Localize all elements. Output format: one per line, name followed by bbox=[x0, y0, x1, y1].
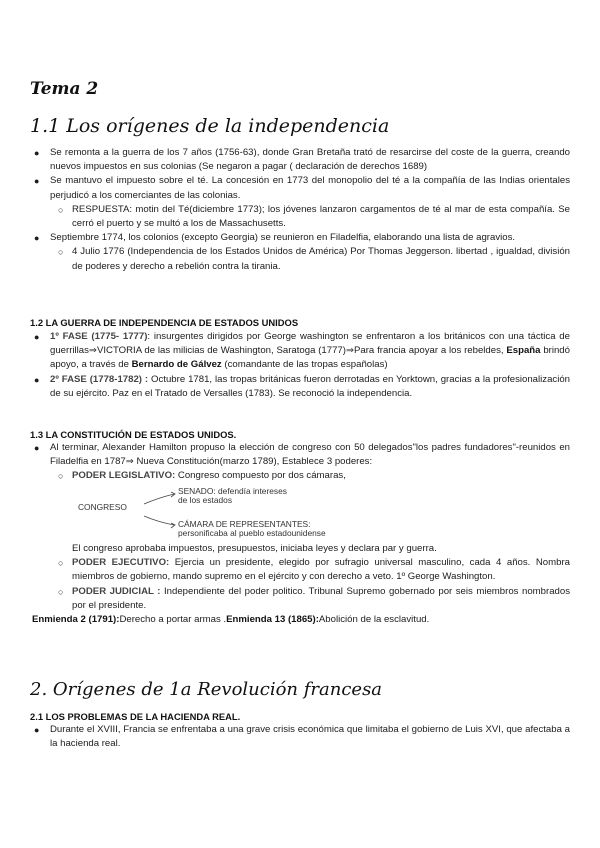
bullet-icon: ● bbox=[34, 233, 40, 244]
section-4-list bbox=[30, 723, 570, 751]
section-3-heading: 1.3 LA CONSTITUCIÓN DE ESTADOS UNIDOS. bbox=[30, 429, 237, 440]
arrow-senado bbox=[144, 494, 174, 504]
sub-list-item: ○ PODER EJECUTIVO: Ejercia un presidente, elegido por sufragio universal masculino, cada 4 años. Nombra miembros de gobierno, mando supremo en el ejército y con derecho a veto. 1º George Washington. bbox=[58, 557, 570, 583]
congress-diagram bbox=[70, 484, 390, 540]
enmiendas-line: Enmienda 2 (1791):Derecho a portar armas .Enmienda 13 (1865):Abolición de la esclavitud. bbox=[32, 614, 430, 626]
diagram-senado-line-1: SENADO: defendía intereses bbox=[178, 486, 287, 496]
list-item: ● Durante el XVIII, Francia se enfrentaba a una grave crisis económica que limitaba el gobierno de Luis XVI, que afectaba a la hacienda real. bbox=[34, 724, 570, 750]
list-item: ● Al terminar, Alexander Hamilton propuso la elección de congreso con 50 delegados"los padres fundadores"-reunidos en Filadelfia en 1787⇒ Nueva Constitución(marzo 1789), Establece 3 poderes: bbox=[34, 442, 570, 468]
bullet-icon: ● bbox=[34, 725, 40, 735]
diagram-camara-line-2: personificaba al pueblo estadounidense bbox=[178, 528, 326, 538]
list-item: ● 2º FASE (1778-1782) : Octubre 1781, las tropas británicas fueron derrotadas en Yorktown, gracias a la profesionalización de su ejército. Paz en el Tratado de Versalles (1783). Se reconoció la independencia. bbox=[34, 373, 570, 399]
bullet-icon: ● bbox=[34, 148, 40, 158]
bullet-icon: ● bbox=[34, 374, 40, 385]
bullet-icon: ● bbox=[34, 443, 40, 453]
circle-bullet-icon: ○ bbox=[58, 204, 64, 215]
tema-title: Tema 2 bbox=[30, 79, 99, 99]
list-item: ● Septiembre 1774, los colonios (excepto Georgia) se reunieron en Filadelfia, elaborando una lista de agravios. bbox=[30, 231, 570, 245]
section-1-list bbox=[30, 146, 570, 274]
legislativo-note: El congreso aprobaba impuestos, presupuestos, iniciaba leyes y declara par y guerra. bbox=[72, 543, 437, 554]
circle-bullet-icon: ○ bbox=[58, 471, 64, 482]
sub-list-item: ○ PODER JUDICIAL : Independiente del poder politico. Tribunal Supremo gobernado por seis miembros nombrados por el presidente. bbox=[58, 585, 570, 611]
section-3-list-continued bbox=[30, 542, 570, 627]
list-item: ● Se remonta a la guerra de los 7 años (1756-63), donde Gran Bretaña trató de resarcirse del coste de la guerra, creando nuevos impuestos en sus colonias (Se negaron a pagar ( declaración de derechos 1689) bbox=[34, 147, 570, 173]
arrow-head-icon bbox=[171, 523, 175, 528]
diagram-senado-line-2: de los estados bbox=[178, 495, 233, 505]
sub-list-item: ○ 4 Julio 1776 (Independencia de los Estados Unidos de América) Por Thomas Jeggerson. libertad , igualdad, división de poderes y derecho a rebelión contra la tirania. bbox=[58, 246, 570, 272]
sub-list-item: ○ RESPUESTA: motin del Té(diciembre 1773); los jóvenes lanzaron cargamentos de té al mar de esta compañía. Se cerró el puerto y se multó a los de Massachusetts. bbox=[58, 203, 570, 230]
bullet-icon: ● bbox=[34, 332, 40, 342]
sub-list-item: ○ PODER LEGISLATIVO: Congreso compuesto por dos cámaras, bbox=[30, 469, 570, 483]
diagram-camara-line-1: CÁMARA DE REPRESENTANTES: bbox=[178, 519, 311, 529]
list-item: ● Se mantuvo el impuesto sobre el té. La concesión en 1773 del monopolio del té a la compañía de las Indias orientales perjudicó a los comerciantes de las colonias. bbox=[34, 175, 570, 201]
section-2-heading: 1.2 LA GUERRA DE INDEPENDENCIA DE ESTADOS UNIDOS bbox=[30, 317, 299, 328]
arrow-camara bbox=[144, 516, 174, 525]
circle-bullet-icon: ○ bbox=[58, 558, 64, 569]
section-1-title: 1.1 Los orígenes de la independencia bbox=[30, 115, 390, 137]
circle-bullet-icon: ○ bbox=[58, 247, 64, 258]
section-3-list bbox=[30, 441, 570, 484]
circle-bullet-icon: ○ bbox=[58, 586, 64, 597]
list-item: ● 1º FASE (1775- 1777): insurgentes dirigidos por George washington se enfrentaron a los británicos con una táctica de guerrillas⇒VICTORIA de las milicias de Washington, Saratoga (1777)⇒Para francia apoyar a los rebeldes, España brindó apoyo, a través de Bernardo de Gálvez (comandante de las tropas españolas) bbox=[34, 331, 570, 371]
bullet-icon: ● bbox=[34, 176, 40, 187]
section-2-list bbox=[30, 330, 570, 401]
section-4-heading: 2.1 LOS PROBLEMAS DE LA HACIENDA REAL. bbox=[30, 711, 241, 722]
diagram-congreso: CONGRESO bbox=[78, 502, 127, 512]
section-4-title: 2. Orígenes de 1a Revolución francesa bbox=[30, 679, 383, 700]
